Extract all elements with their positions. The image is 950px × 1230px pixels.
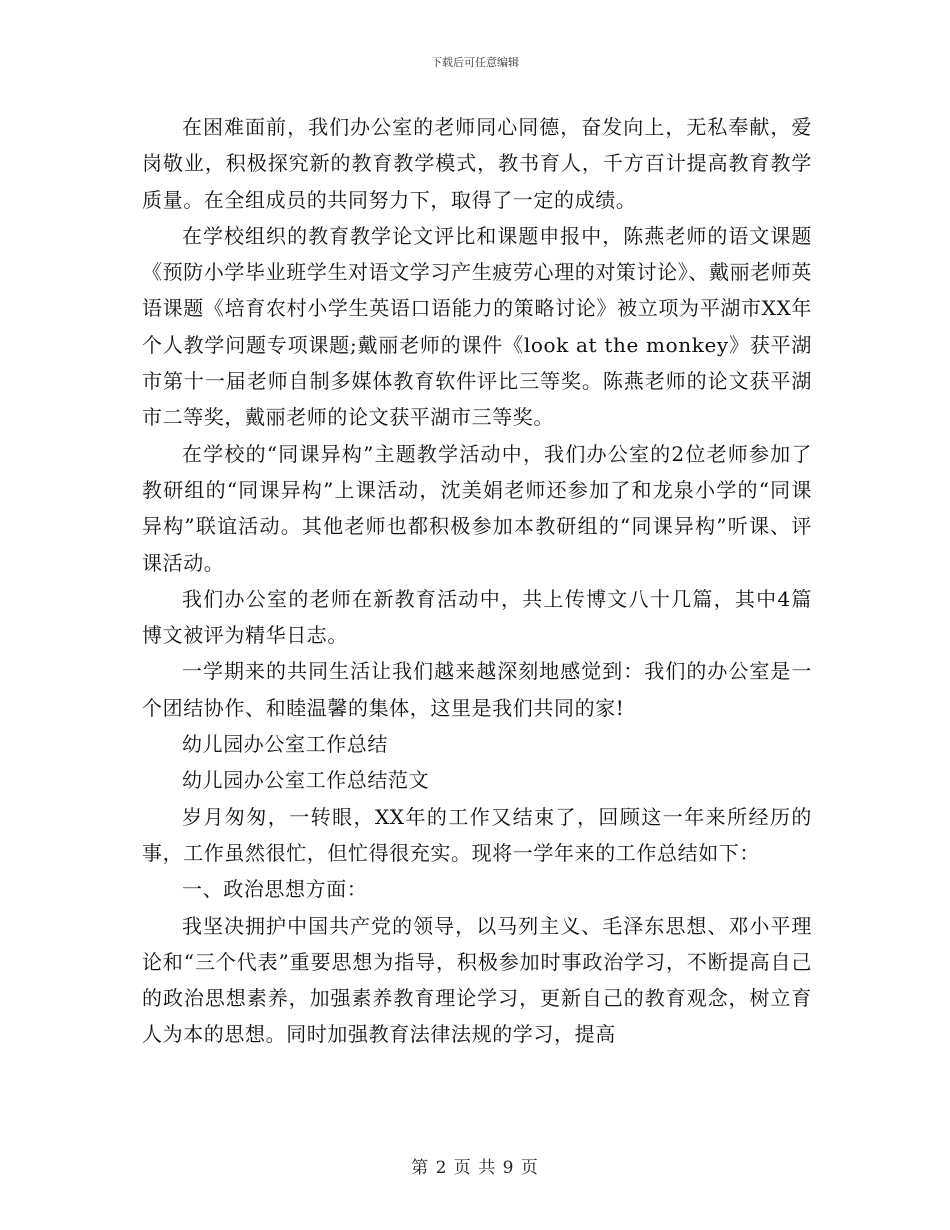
paragraph: 我们办公室的老师在新教育活动中，共上传博文八十几篇，其中4篇博文被评为精华日志。 [142, 586, 812, 648]
section-heading: 一、政治思想方面： [182, 877, 368, 902]
paragraph: 在学校组织的教育教学论文评比和课题申报中，陈燕老师的语文课题《预防小学毕业班学生对语文学习产生疲劳心理的对策讨论》、戴丽老师英语课题《培育农村小学生英语口语能力的策略讨论》被立项为平湖市XX年个人教学问题专项课题;戴丽老师的课件《look at the monkey》获平湖市第十一届老师自制多媒体教育软件评比三等奖。陈燕老师的论文获平湖市二等奖，戴丽老师的论文获平湖市三等奖。 [142, 223, 812, 430]
paragraph: 岁月匆匆，一转眼，XX年的工作又结束了，回顾这一年来所经历的事，工作虽然很忙，但忙得很充实。现将一学年来的工作总结如下： [142, 804, 812, 865]
paragraph: 我坚决拥护中国共产党的领导，以马列主义、毛泽东思想、邓小平理论和“三个代表”重要思想为指导，积极参加时事政治学习，不断提高自己的政治思想素养，加强素养教育理论学习，更新自己的教育观念，树立育人为本的思想。同时加强教育法律法规的学习，提高 [142, 913, 812, 1047]
paragraph: 在困难面前，我们办公室的老师同心同德，奋发向上，无私奉献，爱岗敬业，积极探究新的教育教学模式，教书育人，千方百计提高教育教学质量。在全组成员的共同努力下，取得了一定的成绩。 [142, 115, 812, 212]
page-header: 下载后可任意编辑 [431, 56, 519, 69]
section-heading: 幼儿园办公室工作总结范文 [182, 768, 430, 793]
page-number: 第 2 页 共 9 页 [411, 1158, 539, 1178]
paragraph: 一学期来的共同生活让我们越来越深刻地感觉到：我们的办公室是一个团结协作、和睦温馨的集体，这里是我们共同的家! [142, 659, 812, 720]
paragraph: 在学校的“同课异构”主题教学活动中，我们办公室的2位老师参加了教研组的“同课异构”上课活动，沈美娟老师还参加了和龙泉小学的“同课异构”联谊活动。其他老师也都积极参加本教研组的“同课异构”听课、评课活动。 [142, 441, 812, 575]
document-body [142, 109, 812, 1053]
section-heading: 幼儿园办公室工作总结 [182, 732, 388, 757]
